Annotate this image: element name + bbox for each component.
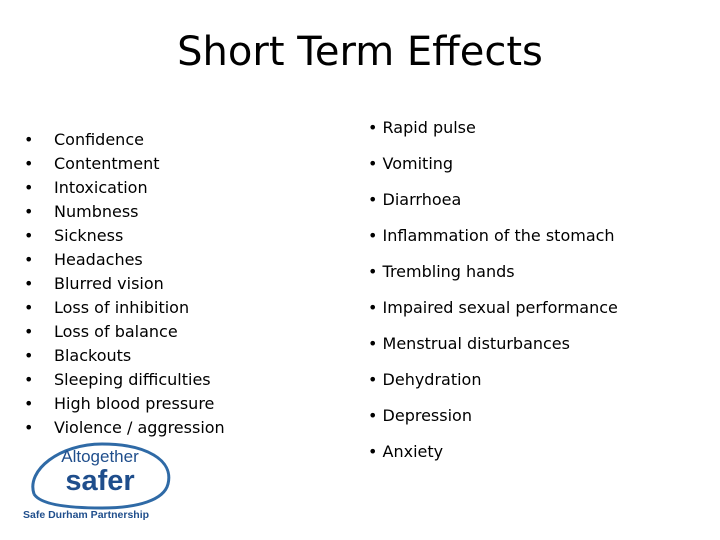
list-item-label: Headaches <box>54 250 143 269</box>
list-item: • Depression <box>368 406 472 425</box>
list-item <box>24 344 225 368</box>
bullet-icon: • <box>24 418 34 437</box>
list-item <box>24 200 225 224</box>
list-item-label: Loss of inhibition <box>54 298 190 317</box>
left-effects-list <box>24 128 225 440</box>
bullet-icon: • <box>24 178 34 197</box>
list-item <box>24 224 225 248</box>
list-item-label: Intoxication <box>54 178 148 197</box>
list-item: • Dehydration <box>368 370 482 389</box>
list-item: • Impaired sexual performance <box>368 298 618 317</box>
list-item <box>24 248 225 272</box>
list-item <box>24 392 225 416</box>
bullet-icon: • <box>24 274 34 293</box>
list-item-label: Contentment <box>54 154 160 173</box>
list-item-label: Numbness <box>54 202 139 221</box>
bullet-icon: • <box>24 394 34 413</box>
bullet-icon: • <box>24 154 34 173</box>
list-item <box>24 176 225 200</box>
list-item: • Rapid pulse <box>368 118 476 137</box>
right-effects-list <box>368 116 618 476</box>
bullet-icon: • <box>24 130 34 149</box>
bullet-icon: • <box>24 250 34 269</box>
list-item <box>24 320 225 344</box>
bullet-icon: • <box>24 346 34 365</box>
list-item-label: Sleeping difficulties <box>54 370 211 389</box>
list-item-label: Confidence <box>54 130 144 149</box>
bullet-icon: • <box>24 202 34 221</box>
altogether-safer-logo <box>20 440 180 524</box>
list-item <box>24 272 225 296</box>
list-item <box>24 416 225 440</box>
logo-tagline: Safe Durham Partnership <box>23 509 150 521</box>
list-item-label: Sickness <box>54 226 124 245</box>
list-item-label: High blood pressure <box>54 394 215 413</box>
list-item: • Trembling hands <box>368 262 515 281</box>
list-item: • Diarrhoea <box>368 190 462 209</box>
bullet-icon: • <box>24 226 34 245</box>
bullet-icon: • <box>24 298 34 317</box>
bullet-icon: • <box>24 322 34 341</box>
list-item <box>24 128 225 152</box>
logo-line1: Altogether <box>61 447 139 466</box>
list-item <box>24 368 225 392</box>
logo-line2: safer <box>65 465 135 497</box>
list-item: • Menstrual disturbances <box>368 334 570 353</box>
list-item: • Vomiting <box>368 154 454 173</box>
list-item-label: Violence / aggression <box>54 418 225 437</box>
list-item: • Anxiety <box>368 442 444 461</box>
list-item-label: Blackouts <box>54 346 132 365</box>
slide-title: Short Term Effects <box>177 29 543 75</box>
bullet-icon: • <box>24 370 34 389</box>
list-item-label: Blurred vision <box>54 274 164 293</box>
list-item <box>24 152 225 176</box>
list-item-label: Loss of balance <box>54 322 178 341</box>
list-item: • Inflammation of the stomach <box>368 226 615 245</box>
list-item <box>24 296 225 320</box>
